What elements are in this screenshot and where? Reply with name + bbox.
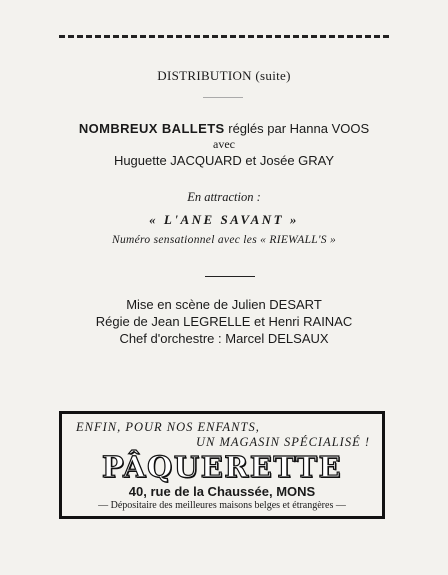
advertisement-box <box>59 411 385 519</box>
ballets-line <box>0 121 448 136</box>
avec-line: avec <box>213 137 235 151</box>
divider-rule <box>205 276 255 277</box>
attraction-title: « L'ANE SAVANT » <box>149 212 299 227</box>
shop-name: PÂQUERETTE <box>101 450 343 484</box>
ad-tagline-1: ENFIN, POUR NOS ENFANTS, <box>76 420 260 434</box>
ballets-bold: NOMBREUX BALLETS <box>78 121 225 136</box>
dancers-line: Huguette JACQUARD et Josée GRAY <box>113 153 335 168</box>
shop-footer: — Dépositaire des meilleures maisons belges et étrangères — <box>98 500 346 511</box>
heading-underline <box>203 97 243 98</box>
credit-conductor: Chef d'orchestre : Marcel DELSAUX <box>119 331 329 346</box>
ad-tagline-2: UN MAGASIN SPÉCIALISÉ ! <box>195 435 370 449</box>
credit-staging: Mise en scène de Julien DESART <box>126 297 322 312</box>
shop-address: 40, rue de la Chaussée, MONS <box>128 484 316 499</box>
attraction-label: En attraction : <box>187 190 261 204</box>
attraction-subtitle: Numéro sensationnel avec les « RIEWALL'S » <box>112 234 336 246</box>
section-heading: DISTRIBUTION (suite) <box>157 68 291 83</box>
top-dashed-rule <box>59 35 391 38</box>
credit-direction: Régie de Jean LEGRELLE et Henri RAINAC <box>95 314 353 329</box>
ballets-rest: réglés par Hanna VOOS <box>228 121 370 136</box>
